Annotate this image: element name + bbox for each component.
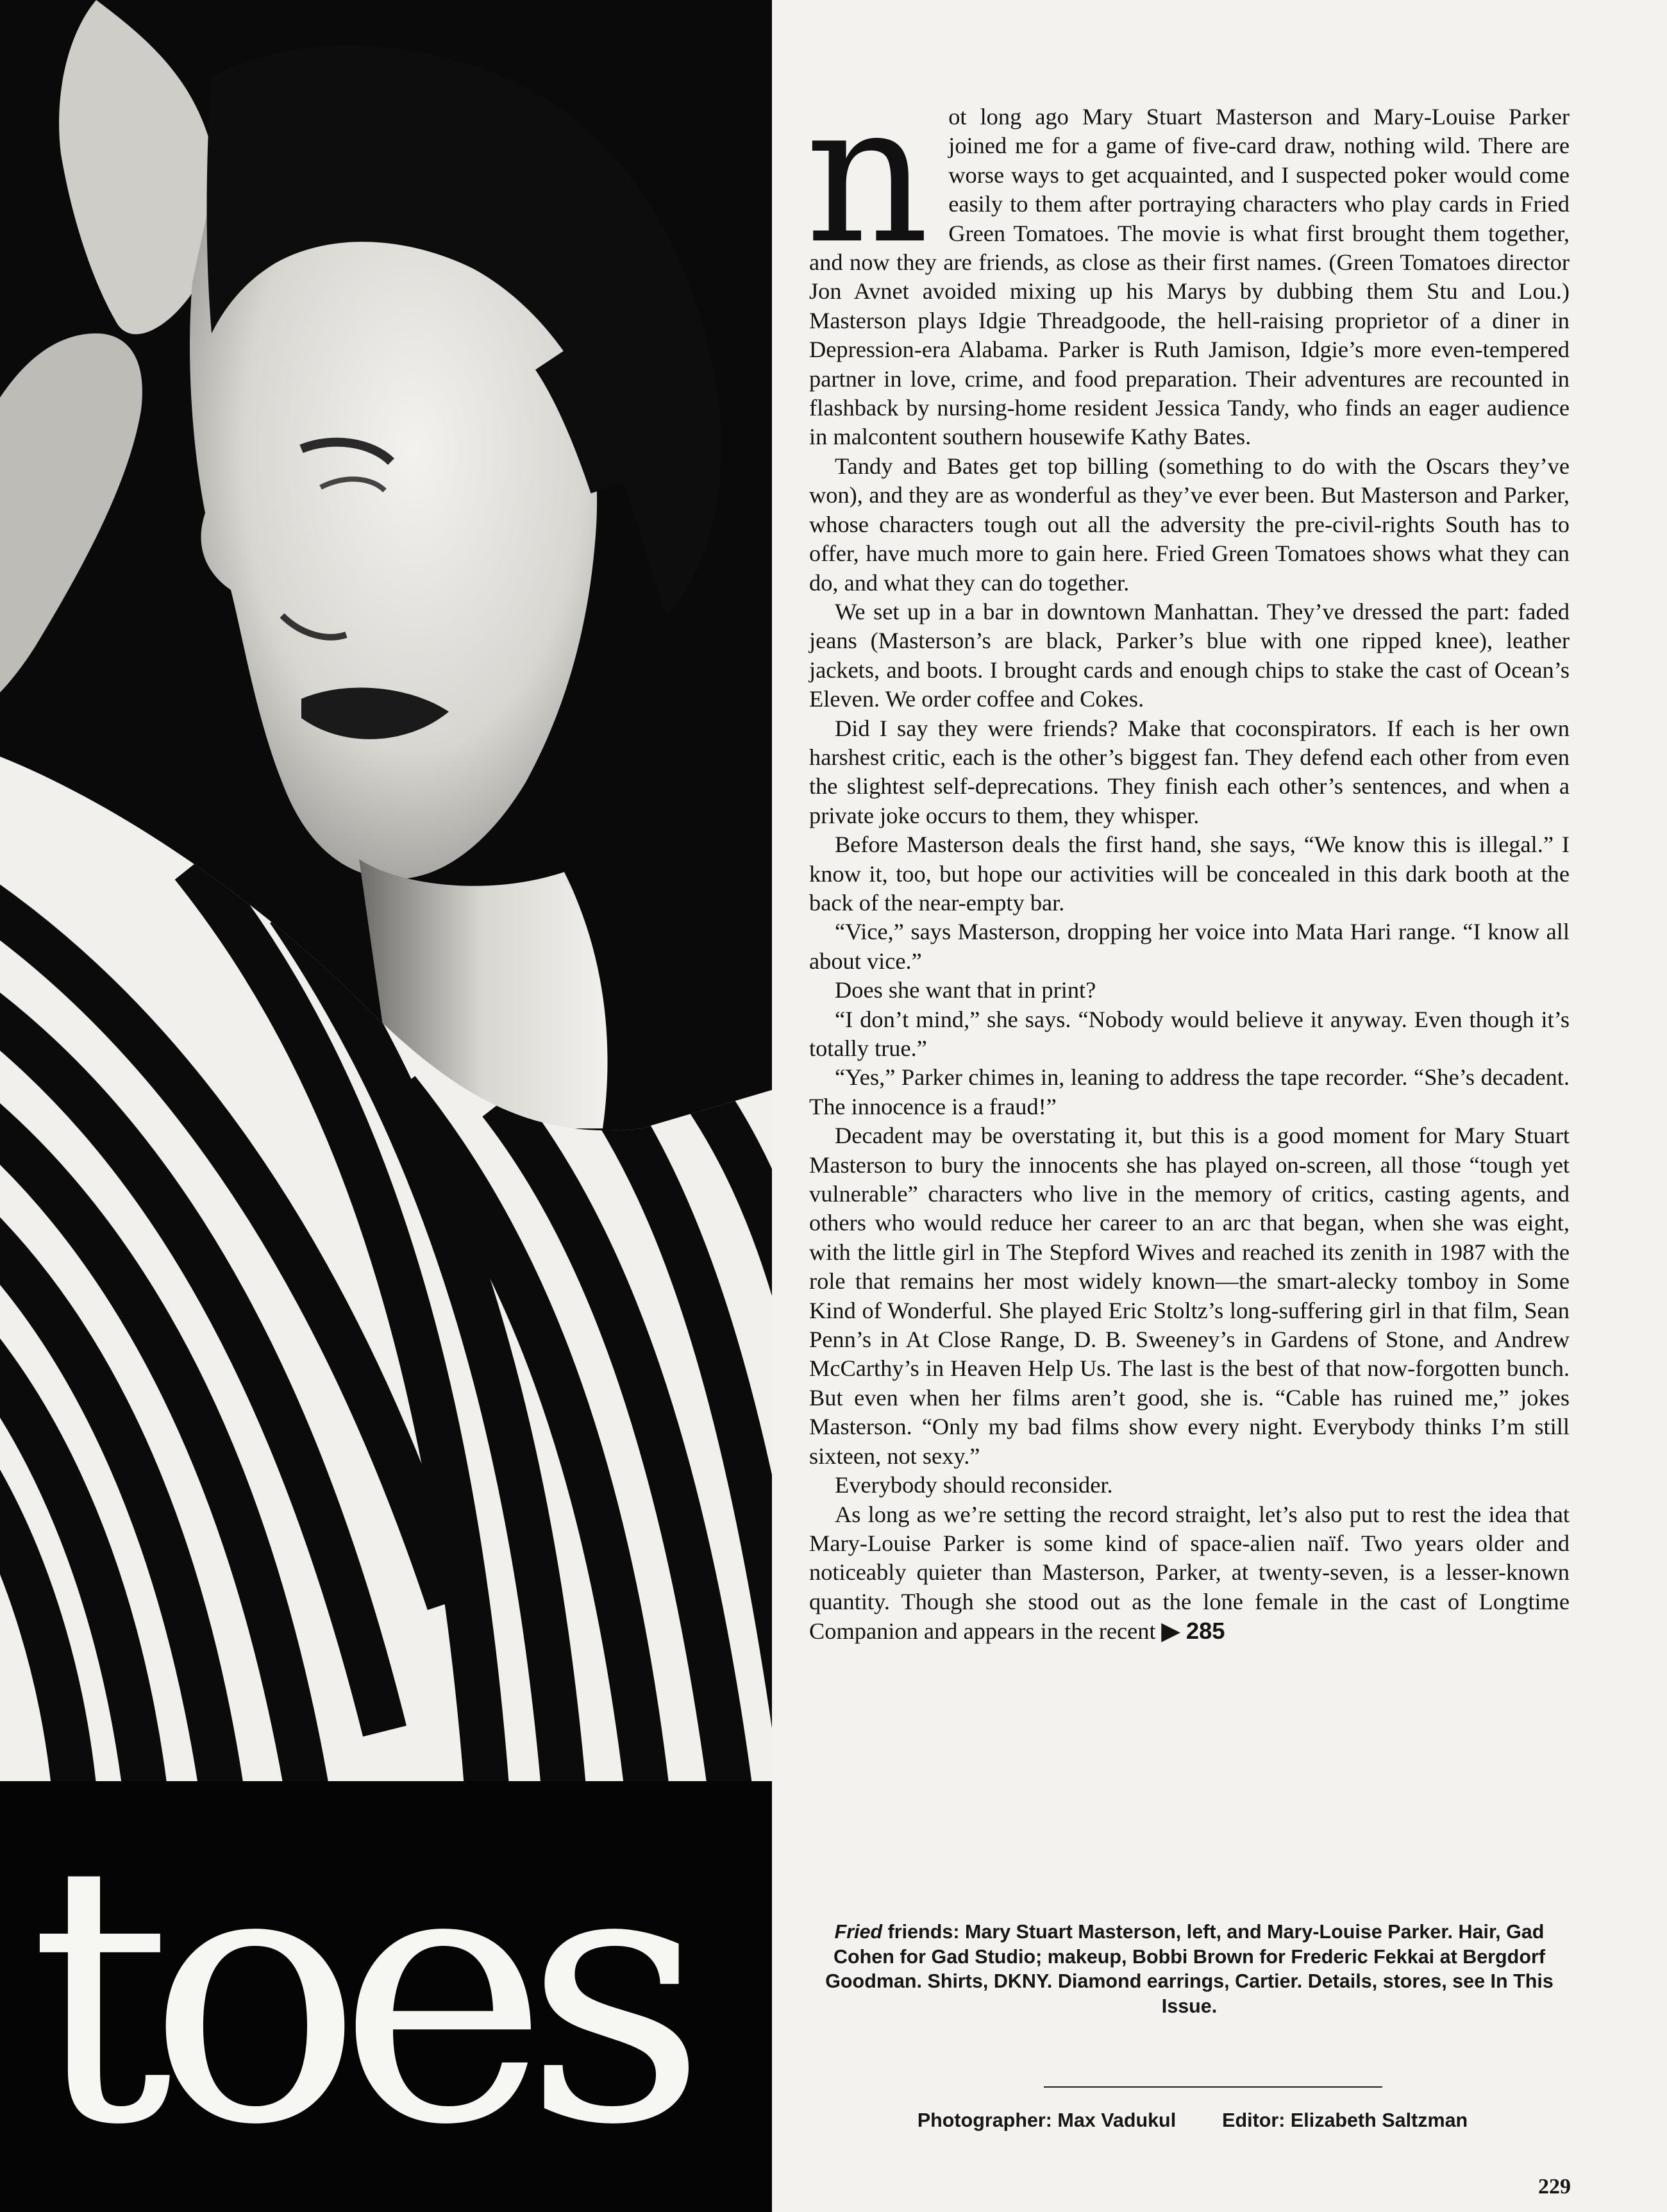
portrait-illustration bbox=[0, 0, 772, 1781]
paragraph-text: As long as we’re setting the record straight, let’s also put to rest the idea that Mary-Louise Parker is some kind of space-alien naïf. Two years older and noticeably quieter than Masterson, Parker, at twenty-seven, is a lesser-known quantity. Though she stood out as the lone female in the cast of Longtime Companion and appears in the recent bbox=[809, 1501, 1570, 1645]
article-paragraph-4: Did I say they were friends? Make that coconspirators. If each is her own harshest critic, each is the other’s biggest fan. They defend each other from even the slightest self-deprecations. They finish each other’s sentences, and when a private joke occurs to them, they whisper. bbox=[809, 715, 1570, 828]
article-body bbox=[805, 62, 1570, 1646]
article-paragraph-2: Tandy and Bates get top billing (something to do with the Oscars they’ve won), and they are as wonderful as they’ve ever been. But Masterson and Parker, whose characters tough out all the adversity the pre-civil-rights South has to offer, have much more to gain here. Fried Green Tomatoes shows what they can do, and what they can do together. bbox=[809, 453, 1570, 596]
article-paragraph-10: Decadent may be overstating it, but this is a good moment for Mary Stuart Masterson to bury the innocents she has played on-screen, all those “tough yet vulnerable” characters who live in the memory of critics, casting agents, and others who would reduce her career to an arc that began, when she was eight, with the little girl in The Stepford Wives and reached its zenith in 1987 with the role that remains her most widely known—the smart-alecky tomboy in Some Kind of Wonderful. She played Eric Stoltz’s long-suffering girl in that film, Sean Penn’s in At Close Range, D. B. Sweeney’s in Gardens of Stone, and Andrew McCarthy’s in Heaven Help Us. The last is the best of that now-forgotten bunch. But even when her films aren’t good, she is. “Cable has ruined me,” jokes Masterson. “Only my bad films show every night. Everybody thinks I’m still sixteen, not sexy.” bbox=[809, 1123, 1570, 1469]
portrait-photo bbox=[0, 0, 772, 1781]
article-paragraph-9: “Yes,” Parker chimes in, leaning to address the tape recorder. “She’s decadent. The innocence is a fraud!” bbox=[809, 1064, 1570, 1119]
article-paragraph-8: “I don’t mind,” she says. “Nobody would believe it anyway. Even though it’s totally true.” bbox=[809, 1006, 1570, 1061]
article-paragraph-7: Does she want that in print? bbox=[835, 977, 1096, 1003]
headline-word: toes bbox=[29, 1788, 683, 2202]
photo-credits bbox=[846, 2109, 1539, 2132]
continued-on-page-link[interactable]: ▶ 285 bbox=[1161, 1618, 1225, 1645]
caption-text: friends: Mary Stuart Masterson, left, and Mary-Louise Parker. Hair, Gad Cohen for Gad Studio; makeup, Bobbi Brown for Frederic Fekkai at Bergdorf Goodman. Shirts, DKNY. Diamond earrings, Cartier. Details, stores, see In This Issue. bbox=[825, 1921, 1554, 2017]
article-paragraph-5: Before Masterson deals the first hand, she says, “We know this is illegal.” I know it, too, but hope our activities will be concealed in this dark booth at the back of the near-empty bar. bbox=[809, 832, 1570, 916]
article-paragraph-1 bbox=[805, 62, 1570, 452]
editor-credit: Editor: Elizabeth Saltzman bbox=[1222, 2109, 1468, 2131]
photographer-credit: Photographer: Max Vadukul bbox=[917, 2109, 1177, 2131]
article-paragraph-6: “Vice,” says Masterson, dropping her voice into Mata Hari range. “I know all about vice.” bbox=[809, 919, 1570, 974]
drop-cap: n bbox=[805, 62, 930, 286]
article-paragraph-11: Everybody should reconsider. bbox=[835, 1472, 1113, 1498]
photo-caption bbox=[809, 1920, 1570, 2018]
article-paragraph-3: We set up in a bar in downtown Manhattan. They’ve dressed the part: faded jeans (Masterson’s are black, Parker’s blue with one ripped knee), leather jackets, and boots. I brought cards and enough chips to stake the cast of Ocean’s Eleven. We order coffee and Cokes. bbox=[809, 598, 1570, 712]
article-paragraph-12 bbox=[809, 1500, 1570, 1646]
paragraph-text: ot long ago Mary Stuart Masterson and Mary-Louise Parker joined me for a game of five-card draw, nothing wild. There are worse ways to get acquainted, and I suspected poker would come easily to them after portraying characters who play cards in Fried Green Tomatoes. The movie is what first brought them together, and now they are friends, as close as their first names. (Green Tomatoes director Jon Avnet avoided mixing up his Marys by dubbing them Stu and Lou.) Masterson plays Idgie Threadgoode, the hell-raising proprietor of a diner in Depression-era Alabama. Parker is Ruth Jamison, Idgie’s more even-tempered partner in love, crime, and food preparation. Their adventures are recounted in flashback by nursing-home resident Jessica Tandy, who finds an eager audience in malcontent southern housewife Kathy Bates. bbox=[809, 104, 1570, 450]
caption-lead: Fried bbox=[834, 1921, 883, 1943]
page-number: 229 bbox=[1538, 2175, 1571, 2199]
caption-divider bbox=[1044, 2086, 1382, 2088]
